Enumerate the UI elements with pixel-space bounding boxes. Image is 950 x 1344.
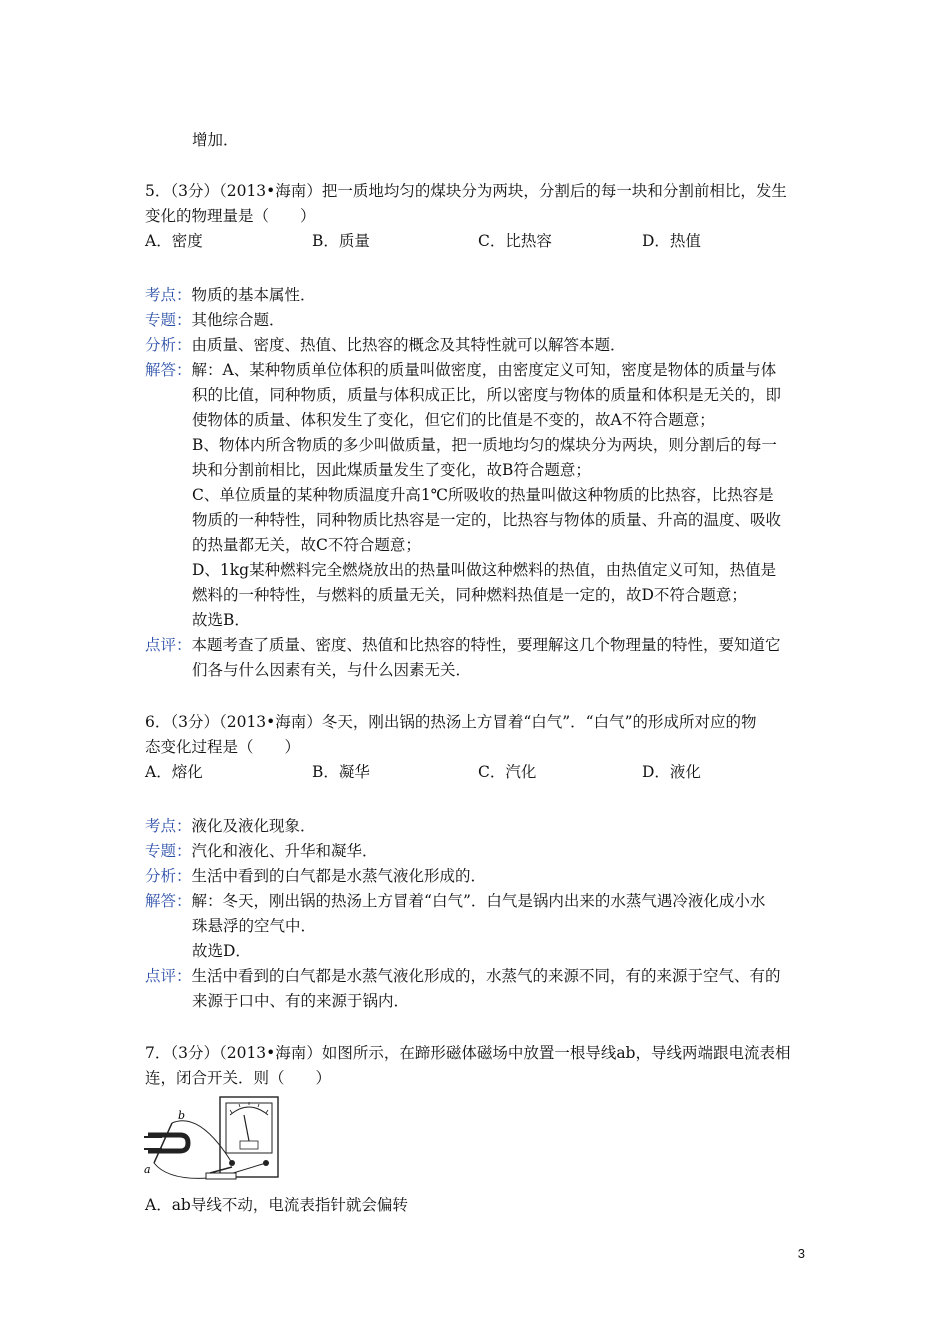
fenxi-label: 分析： (145, 336, 192, 354)
q5-zhuanti (145, 308, 285, 332)
q6-option-b: B．凝华 (312, 763, 370, 781)
q5-option-b: B．质量 (312, 232, 370, 250)
q5-jieda-line-8: 的热量都无关，故C不符合题意； (192, 536, 421, 554)
zhuanti-label: 专题： (145, 842, 192, 860)
fenxi-text: 由质量、密度、热值、比热容的概念及其特性就可以解答本题． (191, 336, 626, 354)
jieda-text: 解：冬天，刚出锅的热汤上方冒着“白气”．白气是锅内出来的水蒸气遇冷液化成小水 (191, 892, 766, 910)
q7-stem-line-1: 7．（3分）（2013•海南）如图所示，在蹄形磁体磁场中放置一根导线ab，导线两端跟电流表相 (145, 1044, 791, 1062)
q5-jieda-line-5: 块和分割前相比，因此煤质量发生了变化，故B符合题意； (192, 461, 591, 479)
dianping-label: 点评： (145, 636, 192, 654)
zhuanti-text: 其他综合题． (191, 311, 285, 329)
q6-jieda-line-2: 珠悬浮的空气中． (192, 917, 317, 935)
fenxi-label: 分析： (145, 867, 192, 885)
dianping-text: 本题考查了质量、密度、热值和比热容的特性，要理解这几个物理量的特性，要知道它 (191, 636, 781, 654)
q5-jieda-line-6: C、单位质量的某种物质温度升高1℃所吸收的热量叫做这种物质的比热容，比热容是 (192, 486, 774, 504)
q5-jieda-line-1 (145, 358, 776, 382)
kaodian-label: 考点： (145, 286, 192, 304)
page-number: 3 (797, 1246, 805, 1261)
q6-jieda-line-3: 故选D． (192, 942, 251, 960)
kaodian-text: 液化及液化现象． (191, 817, 316, 835)
continuation-text: 增加． (192, 131, 239, 149)
jieda-label: 解答： (145, 361, 192, 379)
q5-stem-line-2: 变化的物理量是（ ） (145, 207, 316, 225)
q5-dianping-line-1 (145, 633, 781, 657)
kaodian-label: 考点： (145, 817, 192, 835)
q5-option-a: A．密度 (145, 232, 203, 250)
q7-stem-line-2: 连，闭合开关．则（ ） (145, 1069, 332, 1087)
label-a: a (144, 1163, 151, 1176)
q6-fenxi (145, 864, 486, 888)
jieda-text: 解：A、某种物质单位体积的质量叫做密度，由密度定义可知，密度是物体的质量与体 (191, 361, 777, 379)
q6-option-d: D．液化 (642, 763, 701, 781)
q5-option-c: C．比热容 (478, 232, 552, 250)
q5-jieda-line-9: D、1kg某种燃料完全燃烧放出的热量叫做这种燃料的热值，由热值定义可知，热值是 (192, 561, 777, 579)
q6-dianping-line-2: 来源于口中、有的来源于锅内． (192, 992, 410, 1010)
q5-jieda-line-7: 物质的一种特性，同种物质比热容是一定的，比热容与物体的质量、升高的温度、吸收 (192, 511, 782, 529)
dianping-label: 点评： (145, 967, 192, 985)
label-b: b (178, 1109, 186, 1122)
q5-jieda-line-3: 使物体的质量、体积发生了变化，但它们的比值是不变的，故A不符合题意； (192, 411, 715, 429)
q6-zhuanti (145, 839, 378, 863)
switch (206, 1173, 236, 1179)
conductor-ab (154, 1123, 172, 1163)
q5-stem-line-1: 5．（3分）（2013•海南）把一质地均匀的煤块分为两块，分割后的每一块和分割前相比，发生 (145, 182, 787, 200)
q6-stem-line-1: 6．（3分）（2013•海南）冬天，刚出锅的热汤上方冒着“白气”．“白气”的形成所对应的物 (145, 713, 757, 731)
q6-stem-line-2: 态变化过程是（ ） (145, 738, 301, 756)
q6-option-c: C．汽化 (478, 763, 537, 781)
jieda-label: 解答： (145, 892, 192, 910)
dianping-text: 生活中看到的白气都是水蒸气液化形成的，水蒸气的来源不同，有的来源于空气、有的 (191, 967, 781, 985)
q6-jieda-line-1 (145, 889, 765, 913)
q5-kaodian (145, 283, 316, 307)
circuit-figure (140, 1093, 285, 1188)
zhuanti-text: 汽化和液化、升华和凝华． (191, 842, 378, 860)
q6-kaodian (145, 814, 316, 838)
q5-option-d: D．热值 (642, 232, 701, 250)
q5-jieda-line-10: 燃料的一种特性，与燃料的质量无关，同种燃料热值是一定的，故D不符合题意； (192, 586, 747, 604)
q5-fenxi (145, 333, 626, 357)
q6-option-a: A．熔化 (145, 763, 203, 781)
q5-jieda-line-2: 积的比值，同种物质，质量与体积成正比，所以密度与物体的质量和体积是无关的，即 (192, 386, 782, 404)
q7-option-a: A．ab导线不动，电流表指针就会偏转 (145, 1196, 408, 1214)
q5-jieda-line-4: B、物体内所含物质的多少叫做质量，把一质地均匀的煤块分为两块，则分割后的每一 (192, 436, 777, 454)
kaodian-text: 物质的基本属性． (191, 286, 316, 304)
zhuanti-label: 专题： (145, 311, 192, 329)
fenxi-text: 生活中看到的白气都是水蒸气液化形成的． (191, 867, 487, 885)
q5-dianping-line-2: 们各与什么因素有关，与什么因素无关． (192, 661, 472, 679)
q6-dianping-line-1 (145, 964, 781, 988)
q5-jieda-line-11: 故选B． (192, 611, 250, 629)
